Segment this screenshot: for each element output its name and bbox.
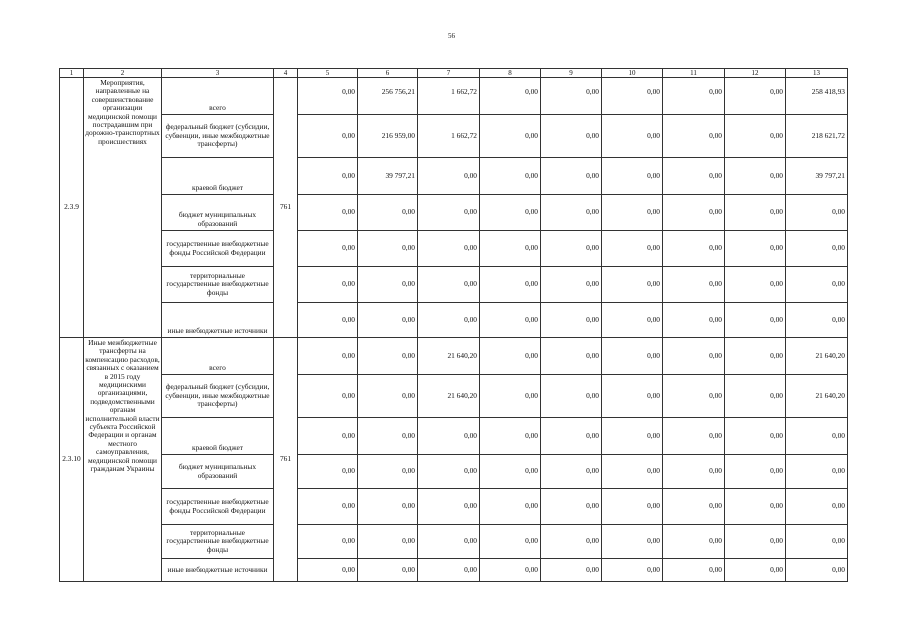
amount-cell: 0,00 xyxy=(602,455,663,489)
funding-source: государственные внебюджетные фонды Российской Федерации xyxy=(162,231,274,267)
table-row xyxy=(60,231,848,267)
amount-cell: 0,00 xyxy=(298,455,358,489)
grbs-code: 761 xyxy=(274,338,298,582)
table-row xyxy=(60,375,848,418)
funding-source: бюджет муниципальных образований xyxy=(162,195,274,231)
funding-source: иные внебюджетные источники xyxy=(162,303,274,338)
amount-cell: 0,00 xyxy=(298,158,358,195)
amount-cell: 0,00 xyxy=(480,489,541,525)
amount-cell: 0,00 xyxy=(480,559,541,582)
amount-cell: 0,00 xyxy=(480,267,541,303)
amount-cell: 0,00 xyxy=(663,78,725,115)
amount-cell: 0,00 xyxy=(358,375,418,418)
column-header: 4 xyxy=(274,69,298,78)
amount-cell: 0,00 xyxy=(298,78,358,115)
amount-cell: 0,00 xyxy=(418,195,480,231)
amount-cell: 0,00 xyxy=(480,78,541,115)
amount-cell: 0,00 xyxy=(786,418,848,455)
amount-cell: 0,00 xyxy=(541,418,602,455)
amount-cell: 0,00 xyxy=(663,267,725,303)
amount-cell: 0,00 xyxy=(358,303,418,338)
amount-cell: 0,00 xyxy=(298,525,358,559)
amount-cell: 0,00 xyxy=(786,231,848,267)
amount-cell: 0,00 xyxy=(541,303,602,338)
amount-cell: 0,00 xyxy=(602,525,663,559)
funding-source: краевой бюджет xyxy=(162,158,274,195)
amount-cell: 0,00 xyxy=(480,375,541,418)
amount-cell: 0,00 xyxy=(358,489,418,525)
funding-source: федеральный бюджет (субсидии, субвенции, иные межбюджетные трансферты) xyxy=(162,115,274,158)
amount-cell: 0,00 xyxy=(298,489,358,525)
amount-cell: 0,00 xyxy=(602,158,663,195)
amount-cell: 0,00 xyxy=(602,489,663,525)
amount-cell: 0,00 xyxy=(725,195,786,231)
amount-cell: 0,00 xyxy=(602,418,663,455)
column-header: 8 xyxy=(480,69,541,78)
column-header: 7 xyxy=(418,69,480,78)
amount-cell: 0,00 xyxy=(541,559,602,582)
column-header: 2 xyxy=(84,69,162,78)
amount-cell: 0,00 xyxy=(541,455,602,489)
column-header: 1 xyxy=(60,69,84,78)
amount-cell: 0,00 xyxy=(358,267,418,303)
amount-cell: 0,00 xyxy=(786,303,848,338)
amount-cell: 0,00 xyxy=(418,525,480,559)
amount-cell: 0,00 xyxy=(725,78,786,115)
table-row xyxy=(60,303,848,338)
amount-cell: 0,00 xyxy=(725,489,786,525)
amount-cell: 0,00 xyxy=(541,267,602,303)
page-number: 56 xyxy=(448,32,455,40)
amount-cell: 0,00 xyxy=(725,559,786,582)
amount-cell: 0,00 xyxy=(298,231,358,267)
amount-cell: 0,00 xyxy=(786,525,848,559)
amount-cell: 0,00 xyxy=(480,418,541,455)
amount-cell: 0,00 xyxy=(663,303,725,338)
amount-cell: 0,00 xyxy=(541,231,602,267)
amount-cell: 1 662,72 xyxy=(418,115,480,158)
funding-source: всего xyxy=(162,338,274,375)
amount-cell: 0,00 xyxy=(480,158,541,195)
amount-cell: 0,00 xyxy=(725,158,786,195)
amount-cell: 0,00 xyxy=(602,303,663,338)
column-header: 9 xyxy=(541,69,602,78)
amount-cell: 0,00 xyxy=(480,338,541,375)
amount-cell: 258 418,93 xyxy=(786,78,848,115)
item-name: Мероприятия, направленные на совершенствование организации медицинской помощи пострадавшим при дорожно-транспортных происшествиях xyxy=(84,78,162,338)
amount-cell: 0,00 xyxy=(298,375,358,418)
amount-cell: 0,00 xyxy=(602,267,663,303)
amount-cell: 0,00 xyxy=(480,231,541,267)
amount-cell: 0,00 xyxy=(725,303,786,338)
amount-cell: 21 640,20 xyxy=(786,375,848,418)
table-row xyxy=(60,195,848,231)
amount-cell: 21 640,20 xyxy=(786,338,848,375)
amount-cell: 0,00 xyxy=(480,303,541,338)
amount-cell: 0,00 xyxy=(480,455,541,489)
funding-source: государственные внебюджетные фонды Российской Федерации xyxy=(162,489,274,525)
amount-cell: 0,00 xyxy=(725,418,786,455)
amount-cell: 216 959,00 xyxy=(358,115,418,158)
amount-cell: 0,00 xyxy=(358,455,418,489)
funding-source: федеральный бюджет (субсидии, субвенции, иные межбюджетные трансферты) xyxy=(162,375,274,418)
amount-cell: 0,00 xyxy=(725,375,786,418)
table-row xyxy=(60,525,848,559)
amount-cell: 0,00 xyxy=(602,375,663,418)
amount-cell: 39 797,21 xyxy=(358,158,418,195)
column-header: 10 xyxy=(602,69,663,78)
amount-cell: 0,00 xyxy=(418,303,480,338)
amount-cell: 0,00 xyxy=(663,455,725,489)
amount-cell: 0,00 xyxy=(725,231,786,267)
amount-cell: 0,00 xyxy=(663,418,725,455)
table-row xyxy=(60,158,848,195)
header-row xyxy=(60,69,848,78)
table-row xyxy=(60,559,848,582)
amount-cell: 0,00 xyxy=(725,525,786,559)
amount-cell: 0,00 xyxy=(602,115,663,158)
budget-table xyxy=(59,68,848,582)
amount-cell: 0,00 xyxy=(786,267,848,303)
amount-cell: 0,00 xyxy=(358,231,418,267)
column-header: 6 xyxy=(358,69,418,78)
amount-cell: 0,00 xyxy=(786,455,848,489)
amount-cell: 0,00 xyxy=(786,489,848,525)
table-row xyxy=(60,115,848,158)
amount-cell: 0,00 xyxy=(786,195,848,231)
table-row xyxy=(60,78,848,115)
amount-cell: 0,00 xyxy=(786,559,848,582)
column-header: 12 xyxy=(725,69,786,78)
amount-cell: 0,00 xyxy=(663,158,725,195)
grbs-code: 761 xyxy=(274,78,298,338)
amount-cell: 256 756,21 xyxy=(358,78,418,115)
amount-cell: 0,00 xyxy=(298,303,358,338)
column-header: 5 xyxy=(298,69,358,78)
funding-source: краевой бюджет xyxy=(162,418,274,455)
amount-cell: 0,00 xyxy=(602,338,663,375)
amount-cell: 0,00 xyxy=(298,559,358,582)
column-header: 13 xyxy=(786,69,848,78)
amount-cell: 0,00 xyxy=(663,525,725,559)
amount-cell: 218 621,72 xyxy=(786,115,848,158)
amount-cell: 0,00 xyxy=(541,489,602,525)
item-code: 2.3.10 xyxy=(60,338,84,582)
amount-cell: 0,00 xyxy=(663,338,725,375)
funding-source: территориальные государственные внебюджетные фонды xyxy=(162,267,274,303)
amount-cell: 0,00 xyxy=(358,418,418,455)
amount-cell: 0,00 xyxy=(602,559,663,582)
funding-source: всего xyxy=(162,78,274,115)
amount-cell: 0,00 xyxy=(298,267,358,303)
column-header: 11 xyxy=(663,69,725,78)
amount-cell: 0,00 xyxy=(541,115,602,158)
amount-cell: 0,00 xyxy=(663,559,725,582)
amount-cell: 0,00 xyxy=(663,489,725,525)
table-row xyxy=(60,489,848,525)
amount-cell: 0,00 xyxy=(663,375,725,418)
amount-cell: 0,00 xyxy=(725,455,786,489)
amount-cell: 0,00 xyxy=(358,559,418,582)
amount-cell: 0,00 xyxy=(418,231,480,267)
amount-cell: 0,00 xyxy=(541,525,602,559)
amount-cell: 0,00 xyxy=(602,231,663,267)
amount-cell: 0,00 xyxy=(480,195,541,231)
table-row xyxy=(60,338,848,375)
amount-cell: 0,00 xyxy=(298,418,358,455)
amount-cell: 0,00 xyxy=(480,525,541,559)
amount-cell: 0,00 xyxy=(480,115,541,158)
amount-cell: 0,00 xyxy=(358,195,418,231)
amount-cell: 0,00 xyxy=(663,195,725,231)
amount-cell: 0,00 xyxy=(725,115,786,158)
amount-cell: 0,00 xyxy=(725,338,786,375)
amount-cell: 0,00 xyxy=(418,489,480,525)
table-row xyxy=(60,455,848,489)
amount-cell: 0,00 xyxy=(418,455,480,489)
amount-cell: 0,00 xyxy=(358,525,418,559)
column-header: 3 xyxy=(162,69,274,78)
funding-source: территориальные государственные внебюджетные фонды xyxy=(162,525,274,559)
amount-cell: 0,00 xyxy=(541,78,602,115)
table-body xyxy=(60,69,848,582)
amount-cell: 0,00 xyxy=(418,158,480,195)
table-row xyxy=(60,267,848,303)
amount-cell: 0,00 xyxy=(602,195,663,231)
amount-cell: 0,00 xyxy=(298,115,358,158)
amount-cell: 0,00 xyxy=(298,195,358,231)
amount-cell: 0,00 xyxy=(358,338,418,375)
amount-cell: 21 640,20 xyxy=(418,338,480,375)
amount-cell: 0,00 xyxy=(663,231,725,267)
amount-cell: 0,00 xyxy=(541,158,602,195)
amount-cell: 0,00 xyxy=(541,338,602,375)
amount-cell: 0,00 xyxy=(663,115,725,158)
amount-cell: 0,00 xyxy=(602,78,663,115)
amount-cell: 0,00 xyxy=(298,338,358,375)
amount-cell: 0,00 xyxy=(541,375,602,418)
item-name: Иные межбюджетные трансферты на компенсацию расходов, связанных с оказанием в 2015 году медицинскими организациями, подведомственными органам исполнительной власти субъекта Российской Федерации и органам местного самоуправления, медицинской помощи гражданам Украины xyxy=(84,338,162,582)
funding-source: иные внебюджетные источники xyxy=(162,559,274,582)
amount-cell: 0,00 xyxy=(418,418,480,455)
amount-cell: 0,00 xyxy=(725,267,786,303)
amount-cell: 0,00 xyxy=(418,559,480,582)
funding-source: бюджет муниципальных образований xyxy=(162,455,274,489)
item-code: 2.3.9 xyxy=(60,78,84,338)
amount-cell: 1 662,72 xyxy=(418,78,480,115)
amount-cell: 39 797,21 xyxy=(786,158,848,195)
amount-cell: 0,00 xyxy=(541,195,602,231)
table-row xyxy=(60,418,848,455)
amount-cell: 21 640,20 xyxy=(418,375,480,418)
amount-cell: 0,00 xyxy=(418,267,480,303)
